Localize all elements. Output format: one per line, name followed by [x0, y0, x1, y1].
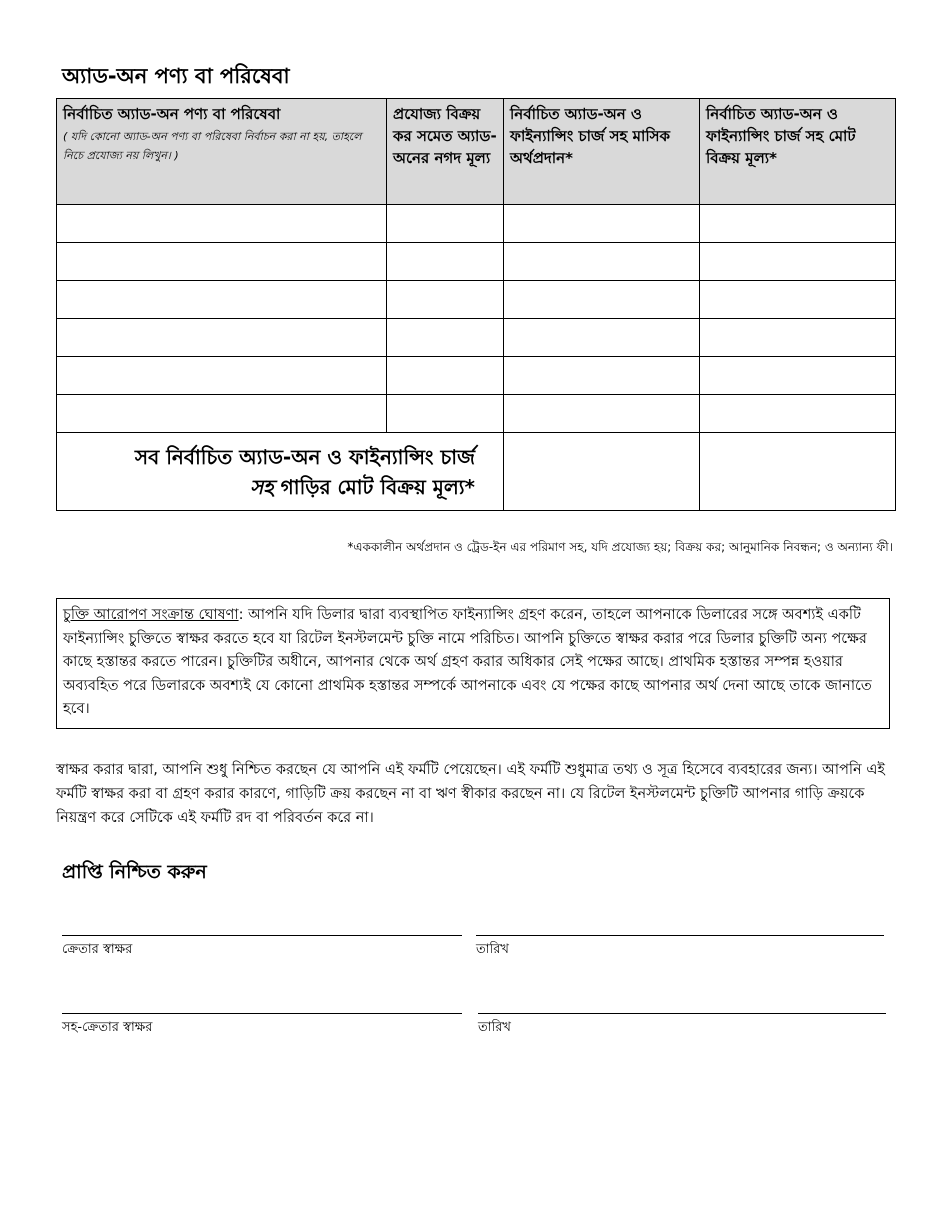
- header-selected-add-on-label: নির্বাচিত অ্যাড-অন পণ্য বা পরিষেবা: [63, 105, 281, 123]
- buyer-date-field[interactable]: [476, 935, 884, 961]
- monthly-payment-cell[interactable]: [504, 243, 700, 281]
- signature-line: [62, 935, 462, 936]
- add-on-name-cell[interactable]: [57, 357, 387, 395]
- total-label: [57, 433, 504, 511]
- total-sale-price-cell[interactable]: [700, 319, 896, 357]
- monthly-payment-cell[interactable]: [504, 319, 700, 357]
- total-label-line1: সব নির্বাচিত অ্যাড-অন ও ফাইন্যান্সিং চার্জ: [134, 444, 475, 469]
- table-row: [57, 319, 896, 357]
- total-sale-price-total-cell[interactable]: [700, 433, 896, 511]
- contract-assignment-declaration: [56, 598, 890, 729]
- monthly-payment-cell[interactable]: [504, 395, 700, 433]
- date-line: [476, 935, 884, 936]
- total-sale-price-cell[interactable]: [700, 395, 896, 433]
- cash-price-cell[interactable]: [387, 205, 504, 243]
- header-selected-add-on: [57, 99, 387, 205]
- total-monthly-payment-cell[interactable]: [504, 433, 700, 511]
- footnote: *এককালীন অর্থপ্রদান ও ট্রেড-ইন এর পরিমাণ সহ, যদি প্রযোজ্য হয়; বিক্রয় কর; আনুমানিক নিবন্ধন; ও অন্যান্য ফী।: [347, 540, 893, 554]
- date-line: [478, 1013, 886, 1014]
- table-row: [57, 243, 896, 281]
- cash-price-cell[interactable]: [387, 357, 504, 395]
- total-sale-price-cell[interactable]: [700, 243, 896, 281]
- add-on-name-cell[interactable]: [57, 395, 387, 433]
- header-selected-add-on-note: ( যদি কোনো অ্যাড-অন পণ্য বা পরিষেবা নির্বাচন করা না হয়, তাহলে নিচে প্রযোজ্য নয় লিখুন। ): [63, 130, 362, 162]
- section-title: অ্যাড-অন পণ্য বা পরিষেবা: [62, 64, 290, 88]
- buyer-signature-field[interactable]: [62, 935, 462, 961]
- table-row: [57, 281, 896, 319]
- table-row: [57, 357, 896, 395]
- table-header-row: [57, 99, 896, 205]
- cobuyer-date-caption: তারিখ: [478, 1020, 511, 1035]
- add-on-name-cell[interactable]: [57, 281, 387, 319]
- acknowledgement-text: স্বাক্ষর করার দ্বারা, আপনি শুধু নিশ্চিত করছেন যে আপনি এই ফর্মটি পেয়েছেন। এই ফর্মটি শুধুমাত্র তথ্য ও সূত্র হিসেবে ব্যবহারের জন্য। আপনি এই ফর্মটি স্বাক্ষর করা বা গ্রহণ করার কারণে, গাড়িটি ক্রয় করছেন না বা ঋণ স্বীকার করছেন না। যে রিটেল ইনস্টলমেন্ট চুক্তিটি আপনার গাড়ি ক্রয়কে নিয়ন্ত্রণ করে সেটিকে এই ফর্মটি রদ বা পরিবর্তন করে না।: [56, 762, 885, 826]
- header-cash-price: প্রযোজ্য বিক্রয় কর সমেত অ্যাড-অনের নগদ মূল্য: [387, 99, 504, 205]
- cash-price-cell[interactable]: [387, 243, 504, 281]
- add-on-name-cell[interactable]: [57, 205, 387, 243]
- total-sale-price-cell[interactable]: [700, 281, 896, 319]
- total-sale-price-cell[interactable]: [700, 357, 896, 395]
- total-label-sah: সহ: [249, 474, 274, 499]
- add-on-name-cell[interactable]: [57, 243, 387, 281]
- cash-price-cell[interactable]: [387, 281, 504, 319]
- table-total-row: [57, 433, 896, 511]
- cobuyer-signature-field[interactable]: [62, 1013, 462, 1039]
- cash-price-cell[interactable]: [387, 319, 504, 357]
- buyer-date-caption: তারিখ: [476, 942, 509, 957]
- monthly-payment-cell[interactable]: [504, 357, 700, 395]
- cash-price-cell[interactable]: [387, 395, 504, 433]
- header-monthly-payment: নির্বাচিত অ্যাড-অন ও ফাইন্যান্সিং চার্জ সহ মাসিক অর্থপ্রদান*: [504, 99, 700, 205]
- cobuyer-date-field[interactable]: [478, 1013, 886, 1039]
- confirm-receipt-title: প্রাপ্তি নিশ্চিত করুন: [62, 861, 207, 883]
- header-total-sale-price: নির্বাচিত অ্যাড-অন ও ফাইন্যান্সিং চার্জ সহ মোট বিক্রয় মূল্য*: [700, 99, 896, 205]
- buyer-signature-caption: ক্রেতার স্বাক্ষর: [62, 942, 133, 957]
- signature-line: [62, 1013, 462, 1014]
- add-on-name-cell[interactable]: [57, 319, 387, 357]
- monthly-payment-cell[interactable]: [504, 281, 700, 319]
- declaration-title: চুক্তি আরোপণ সংক্রান্ত ঘোষণা: [63, 607, 239, 623]
- table-row: [57, 395, 896, 433]
- total-sale-price-cell[interactable]: [700, 205, 896, 243]
- add-on-table: [56, 98, 896, 511]
- table-row: [57, 205, 896, 243]
- monthly-payment-cell[interactable]: [504, 205, 700, 243]
- total-label-line2: গাড়ির মোট বিক্রয় মূল্য*: [280, 474, 475, 499]
- declaration-text: : আপনি যদি ডিলার দ্বারা ব্যবস্থাপিত ফাইন্যান্সিং গ্রহণ করেন, তাহলে আপনাকে ডিলারের সঙ্গে অবশ্যই একটি ফাইন্যান্সিং চুক্তিতে স্বাক্ষর করতে হবে যা রিটেল ইনস্টলমেন্ট চুক্তি নামে পরিচিত। আপনি চুক্তিতে স্বাক্ষর করার পরে ডিলার চুক্তিটি অন্য পক্ষের কাছে হস্তান্তর করতে পারেন। চুক্তিটির অধীনে, আপনার থেকে অর্থ গ্রহণ করার অধিকার সেই পক্ষের আছে। প্রাথমিক হস্তান্তর সম্পন্ন হওয়ার অব্যবহিত পরে ডিলারকে অবশ্যই যে কোনো প্রাথমিক হস্তান্তর সম্পর্কে আপনাকে এবং যে পক্ষের কাছে আপনার অর্থ দেনা আছে তাকে জানাতে হবে।: [63, 607, 872, 717]
- cobuyer-signature-caption: সহ-ক্রেতার স্বাক্ষর: [62, 1020, 153, 1035]
